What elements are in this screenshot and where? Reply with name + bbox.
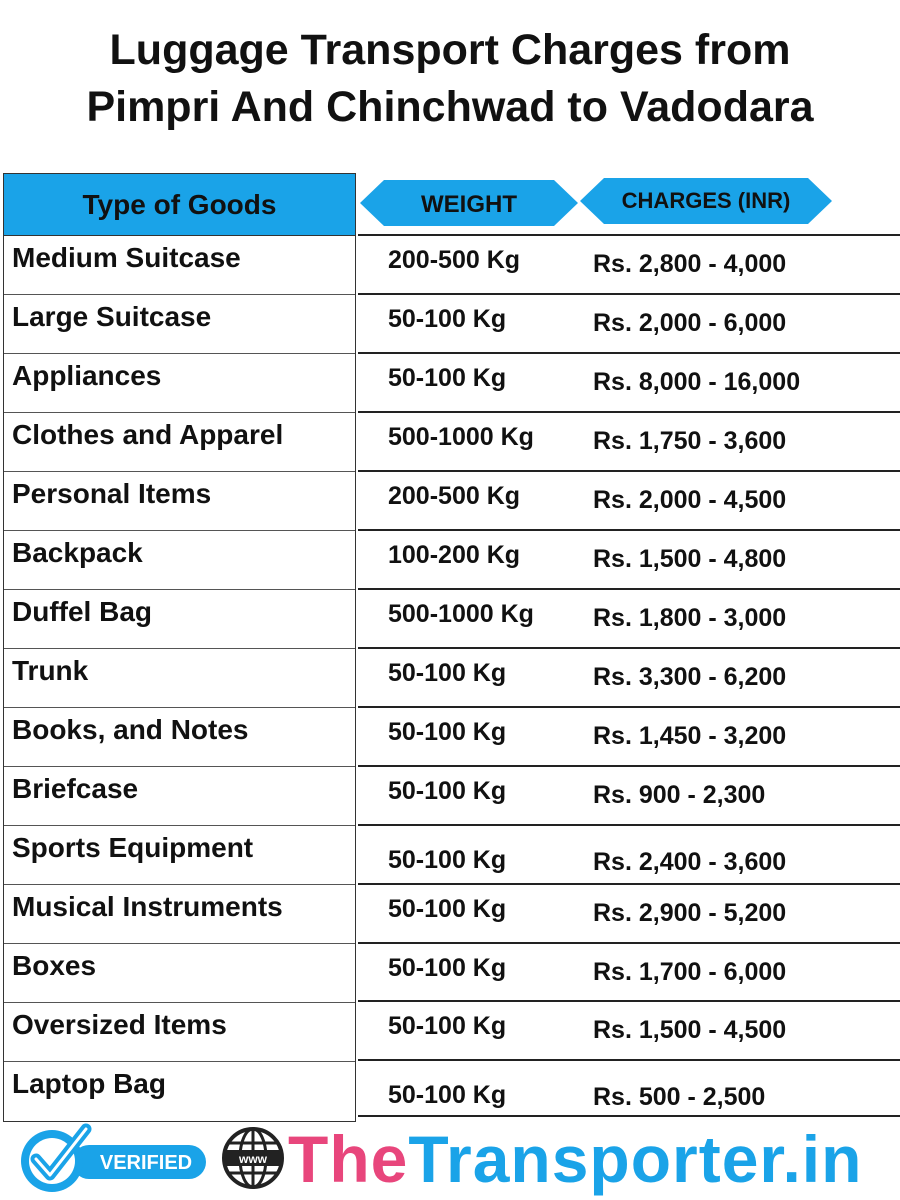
goods-rows bbox=[4, 236, 355, 1121]
charges-cell: Rs. 1,450 - 3,200 bbox=[593, 722, 787, 750]
weight-cell: 50-100 Kg bbox=[388, 305, 507, 333]
goods-cell: Laptop Bag bbox=[12, 1068, 166, 1099]
globe-www-icon bbox=[220, 1125, 286, 1191]
rate-row bbox=[358, 824, 900, 883]
charges-cell: Rs. 8,000 - 16,000 bbox=[593, 368, 801, 396]
goods-cell: Clothes and Apparel bbox=[4, 413, 355, 472]
weight-cell: 50-100 Kg bbox=[388, 895, 507, 923]
charges-cell: Rs. 2,000 - 6,000 bbox=[593, 309, 787, 337]
weight-cell: 50-100 Kg bbox=[388, 1081, 507, 1109]
goods-cell: Boxes bbox=[4, 944, 355, 1003]
goods-cell: Personal Items bbox=[4, 472, 355, 531]
rate-row bbox=[358, 1000, 900, 1059]
goods-cell: Medium Suitcase bbox=[4, 236, 355, 295]
rate-row bbox=[358, 942, 900, 1001]
weight-cell: 200-500 Kg bbox=[388, 482, 521, 510]
weight-cell: 500-1000 Kg bbox=[388, 423, 534, 451]
goods-cell: Sports Equipment bbox=[4, 826, 355, 885]
weight-cell: 50-100 Kg bbox=[388, 777, 507, 805]
charges-cell: Rs. 1,500 - 4,500 bbox=[593, 1016, 787, 1044]
charges-cell: Rs. 1,700 - 6,000 bbox=[593, 958, 787, 986]
weight-cell: 200-500 Kg bbox=[388, 246, 521, 274]
charges-column-header bbox=[580, 178, 832, 224]
rate-row bbox=[358, 588, 900, 647]
brand-prefix: The bbox=[288, 1122, 409, 1196]
verified-badge bbox=[14, 1123, 210, 1193]
weight-header-label: WEIGHT bbox=[421, 191, 517, 218]
rate-row bbox=[358, 234, 900, 293]
rate-row bbox=[358, 470, 900, 529]
charges-cell: Rs. 2,900 - 5,200 bbox=[593, 899, 787, 927]
title-line-1: Luggage Transport Charges from bbox=[109, 26, 791, 74]
charges-cell: Rs. 900 - 2,300 bbox=[593, 781, 766, 809]
charges-cell: Rs. 500 - 2,500 bbox=[593, 1083, 766, 1111]
rate-row bbox=[358, 706, 900, 765]
weight-cell: 50-100 Kg bbox=[388, 954, 507, 982]
footer-branding bbox=[0, 1115, 900, 1200]
rate-row bbox=[358, 765, 900, 824]
rate-row bbox=[358, 883, 900, 942]
goods-cell: Musical Instruments bbox=[4, 885, 355, 944]
rate-row bbox=[358, 1059, 900, 1117]
brand-wordmark bbox=[288, 1119, 862, 1199]
verified-check-icon bbox=[14, 1123, 210, 1193]
weight-cell: 50-100 Kg bbox=[388, 1012, 507, 1040]
goods-cell: Books, and Notes bbox=[4, 708, 355, 767]
weight-column-header bbox=[360, 180, 578, 226]
goods-cell: Trunk bbox=[4, 649, 355, 708]
goods-cell: Backpack bbox=[4, 531, 355, 590]
charges-cell: Rs. 1,500 - 4,800 bbox=[593, 545, 787, 573]
weight-cell: 50-100 Kg bbox=[388, 718, 507, 746]
brand-name: Transporter.in bbox=[408, 1122, 863, 1196]
rate-row bbox=[358, 529, 900, 588]
rate-row bbox=[358, 647, 900, 706]
weight-cell: 500-1000 Kg bbox=[388, 600, 534, 628]
charges-cell: Rs. 2,400 - 3,600 bbox=[593, 848, 787, 876]
goods-cell: Appliances bbox=[4, 354, 355, 413]
page-title bbox=[0, 22, 900, 136]
globe-graphic bbox=[220, 1125, 286, 1191]
verified-badge-text: VERIFIED bbox=[99, 1152, 193, 1174]
charges-cell: Rs. 2,800 - 4,000 bbox=[593, 250, 787, 278]
weight-cell: 50-100 Kg bbox=[388, 364, 507, 392]
goods-cell: Large Suitcase bbox=[4, 295, 355, 354]
goods-cell: Oversized Items bbox=[4, 1003, 355, 1062]
goods-cell: Briefcase bbox=[4, 767, 355, 826]
charges-cell: Rs. 1,800 - 3,000 bbox=[593, 604, 787, 632]
goods-cell: Duffel Bag bbox=[4, 590, 355, 649]
title-line-2: Pimpri And Chinchwad to Vadodara bbox=[86, 83, 814, 131]
globe-text: www bbox=[238, 1152, 268, 1166]
goods-column bbox=[3, 173, 356, 1122]
weight-cell: 50-100 Kg bbox=[388, 846, 507, 874]
rate-row bbox=[358, 352, 900, 411]
rate-row bbox=[358, 411, 900, 470]
charges-cell: Rs. 1,750 - 3,600 bbox=[593, 427, 787, 455]
charges-cell: Rs. 2,000 - 4,500 bbox=[593, 486, 787, 514]
goods-column-header: Type of Goods bbox=[4, 174, 355, 236]
weight-cell: 100-200 Kg bbox=[388, 541, 521, 569]
weight-cell: 50-100 Kg bbox=[388, 659, 507, 687]
charges-header-label: CHARGES (INR) bbox=[621, 188, 791, 213]
rate-row bbox=[358, 293, 900, 352]
charges-cell: Rs. 3,300 - 6,200 bbox=[593, 663, 787, 691]
